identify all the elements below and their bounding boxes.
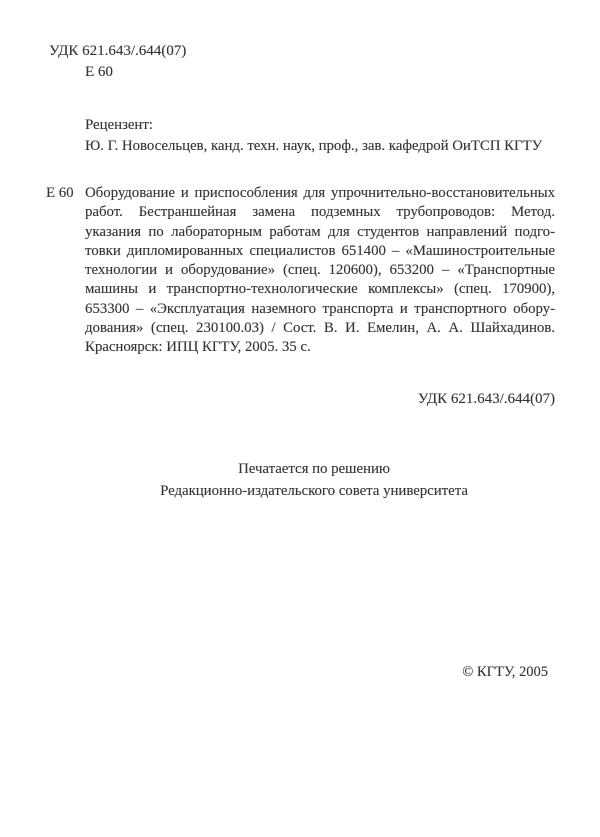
author-mark-code: Е 60 [85, 64, 113, 80]
udc-classification-top: УДК 621.643/.644(07) [49, 43, 187, 59]
copyright-notice: © КГТУ, 2005 [462, 664, 548, 680]
reviewer-label: Рецензент: [85, 117, 153, 133]
bibliographic-entry-code: Е 60 [46, 185, 74, 201]
imprint-line: товки дипломированных специалистов 651400 – «Машиностроительные [85, 242, 555, 259]
approval-line-1: Печатается по решению [238, 461, 390, 477]
reviewer-block [85, 115, 542, 156]
bibliographic-annotation [85, 184, 555, 358]
imprint-line: Красноярск: ИПЦ КГТУ, 2005. 35 с. [85, 339, 311, 356]
approval-line-2: Редакционно-издательского совета университета [160, 482, 468, 499]
imprint-line: 653300 – «Эксплуатация наземного транспорта и транспортного обору- [85, 300, 555, 317]
imprint-line: машины и транспортно-технологические комплексы» (спец. 170900), [85, 281, 555, 298]
udc-classification-bottom: УДК 621.643/.644(07) [417, 391, 555, 407]
approval-note [40, 459, 578, 503]
imprint-line: Оборудование и приспособления для упрочнительно-восстановительных [85, 185, 555, 201]
imprint-line: технологии и оборудование» (спец. 120600), 653200 – «Транспортные [85, 262, 555, 279]
reviewer-name: Ю. Г. Новосельцев, канд. техн. наук, проф., зав. кафедрой ОиТСП КГТУ [85, 137, 543, 154]
imprint-line: работ. Бестраншейная замена подземных трубопроводов: Метод. [85, 204, 555, 221]
imprint-line: указания по лабораторным работам для студентов направлений подго- [85, 223, 555, 240]
imprint-line: дования» (спец. 230100.03) / Сост. В. И. Емелин, А. А. Шайхадинов. [85, 320, 555, 337]
